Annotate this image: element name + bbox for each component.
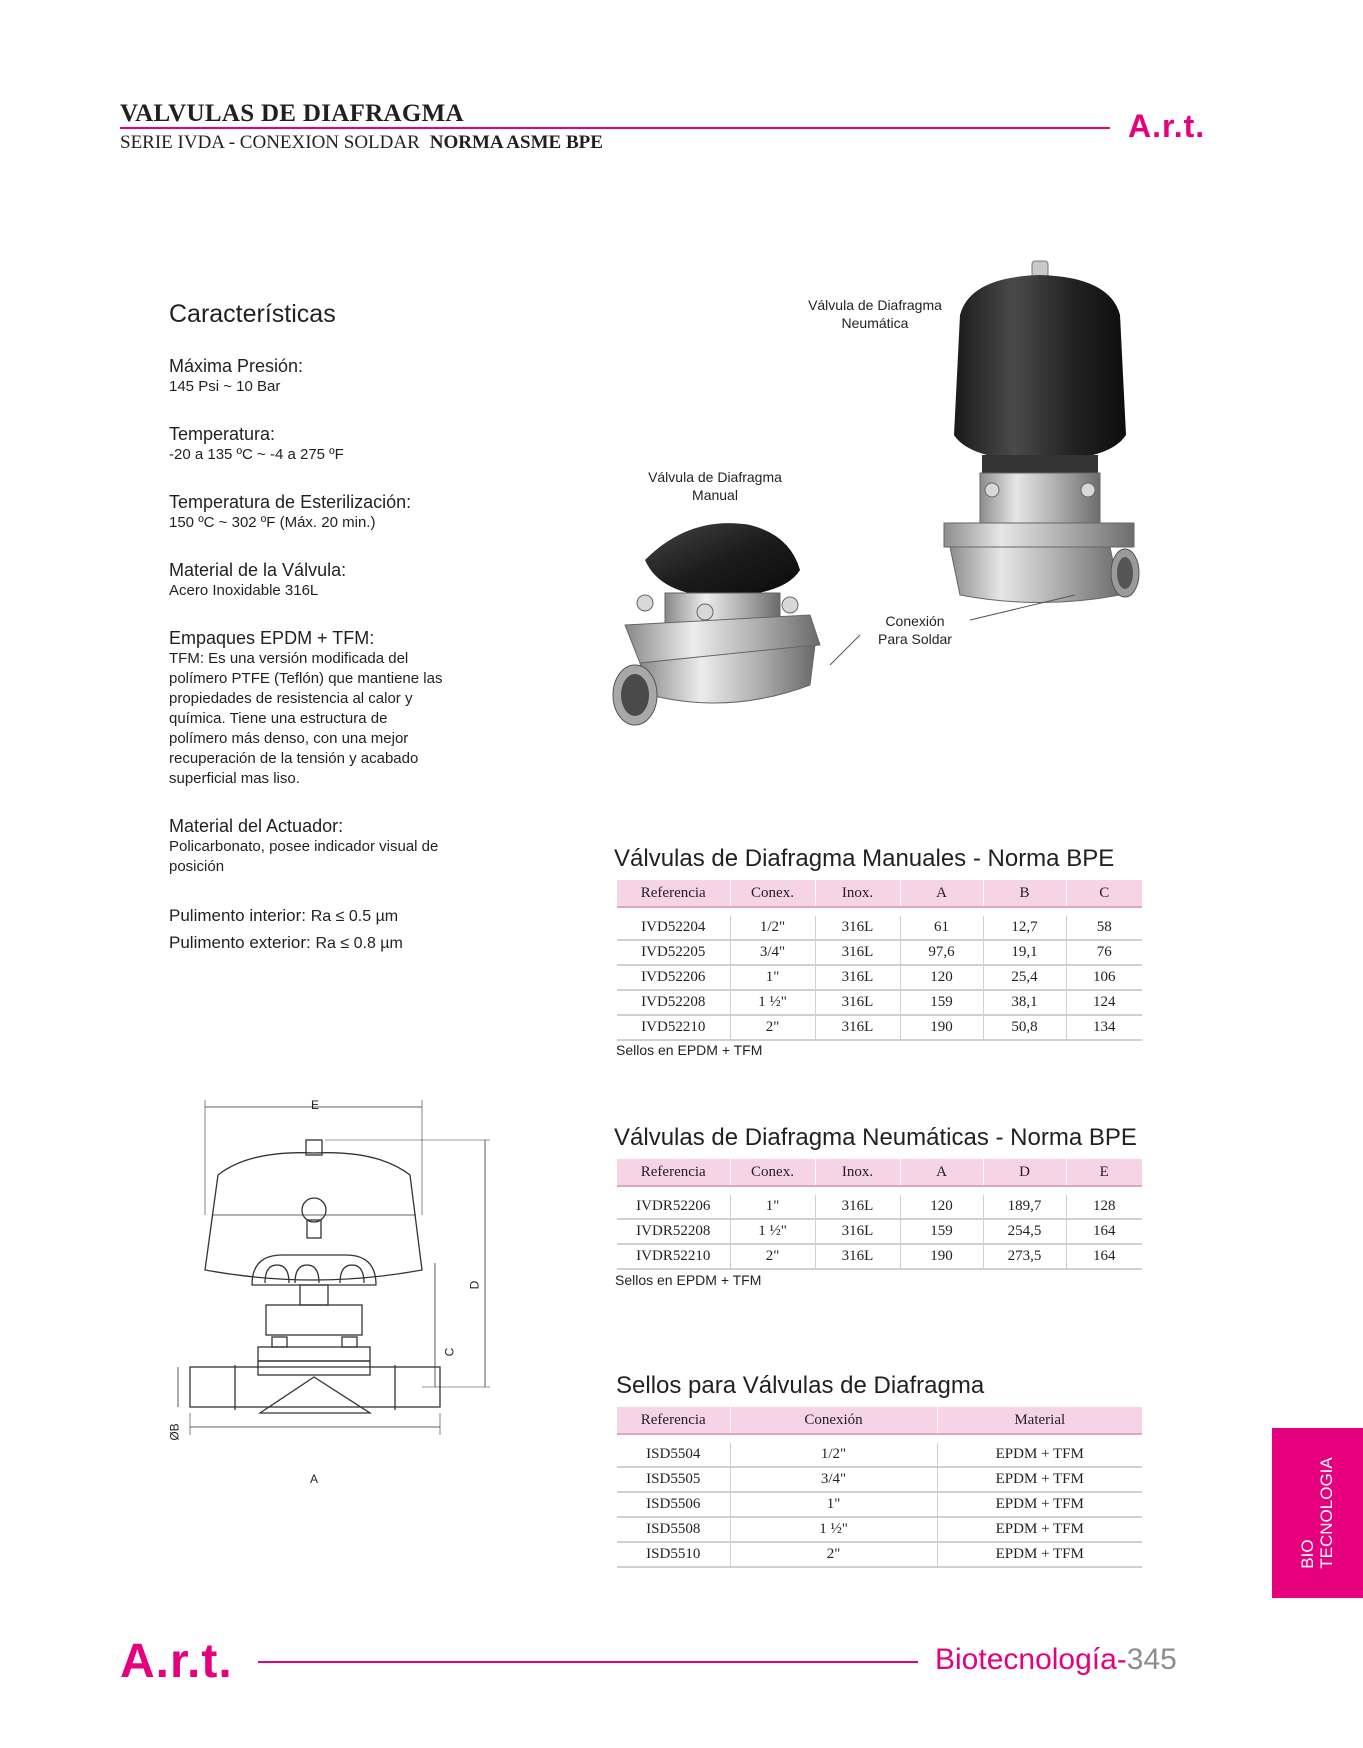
- drawing-label-c: C: [442, 1347, 457, 1357]
- caption-line: Neumática: [841, 315, 909, 331]
- cell: 254,5: [983, 1219, 1066, 1244]
- table-row: [617, 1195, 1142, 1219]
- cell: IVD52210: [617, 1015, 730, 1040]
- footer-section-name: Biotecnología-: [935, 1643, 1127, 1676]
- column-header: A: [900, 1159, 983, 1186]
- caption-line: Válvula de Diafragma: [808, 297, 942, 313]
- column-header: Conexión: [730, 1407, 937, 1434]
- table-seals: [617, 1407, 1142, 1568]
- cell: EPDM + TFM: [937, 1542, 1142, 1567]
- cell: 1": [730, 1492, 937, 1517]
- cell: 19,1: [983, 940, 1066, 965]
- footer-section-label: [935, 1643, 1177, 1677]
- cell: IVD52205: [617, 940, 730, 965]
- cell: 124: [1066, 990, 1142, 1015]
- cell: ISD5505: [617, 1467, 730, 1492]
- cell: 3/4": [730, 940, 815, 965]
- subtitle-standard: NORMA ASME BPE: [429, 132, 603, 153]
- side-tab-line: TECNOLOGIA: [1317, 1457, 1336, 1569]
- column-header: Conex.: [730, 880, 815, 907]
- table-header-row: [617, 880, 1142, 907]
- cell: ISD5506: [617, 1492, 730, 1517]
- cell: 61: [900, 916, 983, 940]
- cell: 1 ½": [730, 1219, 815, 1244]
- cell: EPDM + TFM: [937, 1517, 1142, 1542]
- table-row: [617, 1492, 1142, 1517]
- table-row: [617, 990, 1142, 1015]
- column-header: C: [1066, 880, 1142, 907]
- cell: ISD5508: [617, 1517, 730, 1542]
- feature-value: 145 Psi ~ 10 Bar: [169, 378, 281, 395]
- caption-line: Para Soldar: [878, 631, 952, 647]
- cell: 316L: [815, 1219, 900, 1244]
- cell: 159: [900, 990, 983, 1015]
- page-subtitle: [120, 132, 603, 154]
- cell: IVD52206: [617, 965, 730, 990]
- feature-value: TFM: Es una versión modificada del polímero PTFE (Teflón) que mantiene las propiedades de resistencia al calor y química. Tiene una estructura de polímero más denso, con una mejor recuperación de la tensión y acabado superficial mas liso.: [169, 650, 443, 787]
- caption-line: Conexión: [885, 613, 945, 629]
- feature-label: Temperatura:: [169, 424, 276, 444]
- cell: 316L: [815, 940, 900, 965]
- table-row: [617, 1467, 1142, 1492]
- cell: 316L: [815, 965, 900, 990]
- polish-exterior: [169, 930, 469, 957]
- cell: ISD5510: [617, 1542, 730, 1567]
- cell: 1": [730, 965, 815, 990]
- cell: 106: [1066, 965, 1142, 990]
- drawing-label-d: D: [467, 1280, 482, 1290]
- cell: EPDM + TFM: [937, 1467, 1142, 1492]
- table-row: [617, 1015, 1142, 1040]
- column-header: Conex.: [730, 1159, 815, 1186]
- cell: 120: [900, 1195, 983, 1219]
- cell: 316L: [815, 1195, 900, 1219]
- features-title: Características: [169, 300, 336, 328]
- cell: 316L: [815, 990, 900, 1015]
- feature-label: Máxima Presión:: [169, 356, 304, 376]
- cell: 3/4": [730, 1467, 937, 1492]
- column-header: Inox.: [815, 1159, 900, 1186]
- footer-rule: [258, 1661, 918, 1663]
- cell: ISD5504: [617, 1443, 730, 1467]
- table-row: [617, 916, 1142, 940]
- drawing-label-e: E: [311, 1098, 320, 1112]
- manual-valve-photo: [600, 515, 840, 740]
- table-header-row: [617, 1159, 1142, 1186]
- side-tab-text: [1298, 1457, 1336, 1568]
- cell: 128: [1066, 1195, 1142, 1219]
- table-row: [617, 1517, 1142, 1542]
- cell: 189,7: [983, 1195, 1066, 1219]
- cell: 1": [730, 1195, 815, 1219]
- cell: IVDR52206: [617, 1195, 730, 1219]
- table-row: [617, 1542, 1142, 1567]
- table-seals-title: Sellos para Válvulas de Diafragma: [616, 1372, 985, 1399]
- cell: 164: [1066, 1219, 1142, 1244]
- column-header: A: [900, 880, 983, 907]
- brand-logo-bottom: A.r.t.: [120, 1635, 233, 1688]
- cell: EPDM + TFM: [937, 1443, 1142, 1467]
- cell: IVDR52210: [617, 1244, 730, 1269]
- technical-drawing: [160, 1095, 500, 1495]
- table-pneumatic-title: Válvulas de Diafragma Neumáticas - Norma BPE: [614, 1124, 1137, 1151]
- section-side-tab: [1272, 1428, 1363, 1598]
- cell: 1 ½": [730, 990, 815, 1015]
- cell: 316L: [815, 1244, 900, 1269]
- cell: 12,7: [983, 916, 1066, 940]
- feature-label: Material de la Válvula:: [169, 560, 347, 580]
- cell: 316L: [815, 1015, 900, 1040]
- cell: IVD52204: [617, 916, 730, 940]
- column-header: Material: [937, 1407, 1142, 1434]
- cell: 76: [1066, 940, 1142, 965]
- cell: 134: [1066, 1015, 1142, 1040]
- brand-logo-top: A.r.t.: [1128, 108, 1206, 144]
- column-header: Referencia: [617, 880, 730, 907]
- page-title: VALVULAS DE DIAFRAGMA: [120, 100, 464, 127]
- cell: 190: [900, 1015, 983, 1040]
- cell: 25,4: [983, 965, 1066, 990]
- column-header: E: [1066, 1159, 1142, 1186]
- column-header: Referencia: [617, 1159, 730, 1186]
- cell: 50,8: [983, 1015, 1066, 1040]
- table-pneumatic: [617, 1159, 1142, 1270]
- caption-line: Manual: [692, 487, 738, 503]
- drawing-label-b: ØB: [167, 1423, 182, 1441]
- pneumatic-valve-photo: [920, 255, 1140, 615]
- table-manual-note: Sellos en EPDM + TFM: [616, 1042, 763, 1058]
- cell: 1/2": [730, 1443, 937, 1467]
- feature-value: -20 a 135 ºC ~ -4 a 275 ºF: [169, 446, 344, 463]
- connection-leader-lines: [820, 590, 1080, 670]
- table-row: [617, 965, 1142, 990]
- table-row: [617, 940, 1142, 965]
- column-header: Inox.: [815, 880, 900, 907]
- table-header-row: [617, 1407, 1142, 1434]
- cell: 2": [730, 1542, 937, 1567]
- cell: IVDR52208: [617, 1219, 730, 1244]
- page-number: 345: [1126, 1643, 1177, 1676]
- cell: 2": [730, 1244, 815, 1269]
- drawing-label-a: A: [310, 1472, 319, 1486]
- table-row: [617, 1443, 1142, 1467]
- cell: IVD52208: [617, 990, 730, 1015]
- header-rule: [120, 127, 1110, 129]
- features-panel: [169, 300, 469, 957]
- feature-value: Policarbonato, posee indicador visual de posición: [169, 838, 439, 875]
- cell: 1/2": [730, 916, 815, 940]
- subtitle-text: SERIE IVDA - CONEXION SOLDAR: [120, 132, 420, 153]
- cell: 316L: [815, 916, 900, 940]
- column-header: D: [983, 1159, 1066, 1186]
- feature-value: Acero Inoxidable 316L: [169, 582, 319, 599]
- cell: 273,5: [983, 1244, 1066, 1269]
- cell: 38,1: [983, 990, 1066, 1015]
- cell: 120: [900, 965, 983, 990]
- feature-label: Temperatura de Esterilización:: [169, 492, 412, 512]
- polish-exterior-label: Pulimento exterior:: [169, 933, 311, 952]
- cell: 164: [1066, 1244, 1142, 1269]
- column-header: Referencia: [617, 1407, 730, 1434]
- cell: 97,6: [900, 940, 983, 965]
- manual-valve-caption: [630, 468, 800, 504]
- table-row: [617, 1219, 1142, 1244]
- table-pneumatic-note: Sellos en EPDM + TFM: [615, 1272, 762, 1288]
- side-tab-line: BIO: [1298, 1539, 1317, 1569]
- cell: 159: [900, 1219, 983, 1244]
- polish-exterior-value: Ra ≤ 0.8 µm: [315, 935, 403, 952]
- table-manual: [617, 880, 1142, 1041]
- feature-label: Empaques EPDM + TFM:: [169, 628, 375, 648]
- cell: 2": [730, 1015, 815, 1040]
- cell: 1 ½": [730, 1517, 937, 1542]
- table-row: [617, 1244, 1142, 1269]
- column-header: B: [983, 880, 1066, 907]
- cell: 190: [900, 1244, 983, 1269]
- polish-interior-value: Ra ≤ 0.5 µm: [310, 908, 399, 925]
- cell: EPDM + TFM: [937, 1492, 1142, 1517]
- polish-interior-label: Pulimento interior:: [169, 906, 307, 925]
- table-manual-title: Válvulas de Diafragma Manuales - Norma BPE: [614, 845, 1115, 872]
- caption-line: Válvula de Diafragma: [648, 469, 782, 485]
- cell: 58: [1066, 916, 1142, 940]
- polish-interior: [169, 903, 469, 930]
- feature-label: Material del Actuador:: [169, 816, 344, 836]
- feature-value: 150 ºC ~ 302 ºF (Máx. 20 min.): [169, 514, 376, 531]
